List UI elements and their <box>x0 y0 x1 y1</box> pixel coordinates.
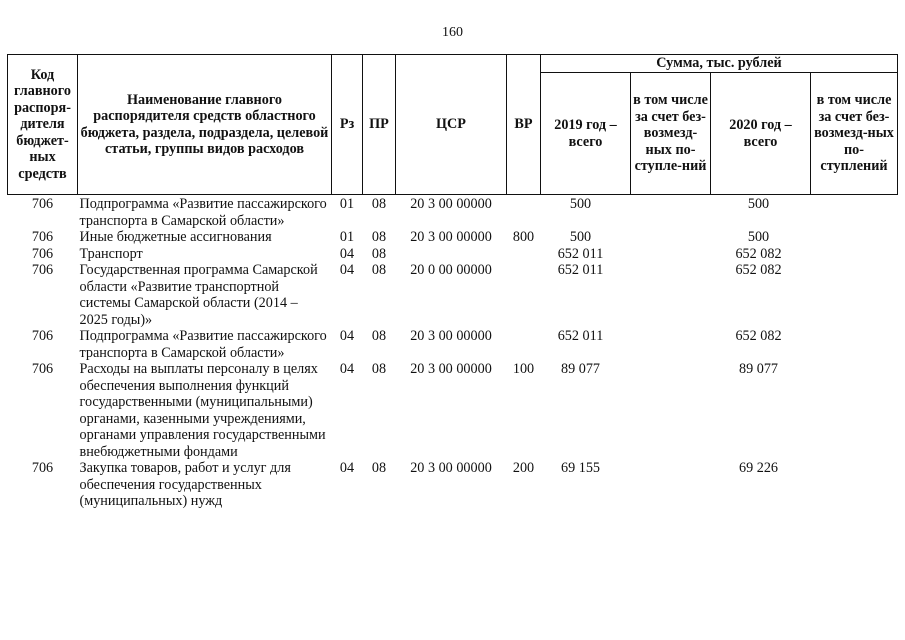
cell-2020-total: 500 <box>747 196 770 212</box>
cell-csr: 20 3 00 00000 <box>410 229 492 245</box>
cell-pr: 08 <box>371 196 387 212</box>
cell-2020-free <box>811 460 898 510</box>
cell-vr <box>507 246 541 263</box>
header-2019-total: 2019 год – всего <box>541 73 631 195</box>
cell-rz: 04 <box>339 245 355 262</box>
cell-name: Государственная программа Самарской области «Развитие транспортной системы Самарской области (2014 – 2025 годы)» <box>79 262 318 328</box>
cell-rz: 04 <box>339 361 355 377</box>
cell-rz: 01 <box>339 229 355 245</box>
cell-2019-total: 500 <box>569 229 592 245</box>
cell-vr: 200 <box>512 460 535 476</box>
cell-2020-free <box>811 328 898 361</box>
cell-2020-total: 652 082 <box>735 262 782 278</box>
cell-2019-free <box>631 195 711 230</box>
table-row <box>8 246 898 263</box>
cell-rz: 04 <box>339 328 355 344</box>
cell-name: Закупка товаров, работ и услуг для обеспечения государственных (муниципальных) нужд <box>79 460 291 509</box>
cell-2020-free <box>811 361 898 460</box>
budget-table <box>7 54 898 510</box>
cell-2020-free <box>811 229 898 246</box>
cell-2019-total: 69 155 <box>560 460 600 476</box>
cell-name: Подпрограмма «Развитие пассажирского транспорта в Самарской области» <box>79 328 327 361</box>
cell-rz: 04 <box>339 262 355 278</box>
table-row <box>8 460 898 510</box>
cell-code: 706 <box>31 229 54 245</box>
cell-pr: 08 <box>371 460 387 476</box>
cell-csr: 20 3 00 00000 <box>410 328 492 344</box>
cell-2019-total: 652 011 <box>557 328 604 344</box>
table-row <box>8 361 898 460</box>
cell-2019-free <box>631 460 711 510</box>
cell-2020-total: 89 077 <box>738 361 778 377</box>
cell-2020-free <box>811 246 898 263</box>
cell-name: Подпрограмма «Развитие пассажирского транспорта в Самарской области» <box>79 196 327 229</box>
header-rz: Рз <box>332 55 363 195</box>
cell-vr: 800 <box>512 229 535 245</box>
header-pr: ПР <box>363 55 396 195</box>
cell-pr: 08 <box>371 328 387 344</box>
cell-pr: 08 <box>371 229 387 245</box>
table-row <box>8 229 898 246</box>
cell-csr: 20 3 00 00000 <box>410 196 492 212</box>
cell-2019-free <box>631 229 711 246</box>
cell-code: 706 <box>31 245 54 262</box>
table-row <box>8 262 898 328</box>
cell-csr: 20 3 00 00000 <box>410 460 492 476</box>
cell-code: 706 <box>31 328 54 344</box>
header-name: Наименование главного распорядителя средств областного бюджета, раздела, подраздела, целевой статьи, группы видов расходов <box>78 55 332 195</box>
cell-code: 706 <box>31 361 54 377</box>
cell-vr <box>507 195 541 230</box>
cell-name: Расходы на выплаты персоналу в целях обеспечения выполнения функций государственными (муниципальными) органами, казенными учреждениями, органами управления государственными внебюджетными фондами <box>79 361 326 460</box>
cell-vr: 100 <box>512 361 535 377</box>
header-2020-free: в том числе за счет без-возмезд-ных по-ступлений <box>811 73 898 195</box>
cell-csr: 20 0 00 00000 <box>410 262 492 278</box>
cell-2019-total: 500 <box>569 196 592 212</box>
cell-2020-free <box>811 195 898 230</box>
header-2020-total: 2020 год – всего <box>711 73 811 195</box>
cell-2020-free <box>811 262 898 328</box>
cell-2019-total: 652 011 <box>557 245 604 262</box>
cell-csr <box>396 246 507 263</box>
cell-2020-total: 652 082 <box>735 245 782 262</box>
cell-2019-total: 89 077 <box>560 361 600 377</box>
table-row <box>8 328 898 361</box>
cell-2019-free <box>631 262 711 328</box>
cell-csr: 20 3 00 00000 <box>410 361 492 377</box>
cell-rz: 04 <box>339 460 355 476</box>
cell-name: Иные бюджетные ассигнования <box>79 229 272 245</box>
cell-2020-total: 652 082 <box>735 328 782 344</box>
cell-code: 706 <box>31 262 54 278</box>
cell-2019-total: 652 011 <box>557 262 604 278</box>
cell-vr <box>507 328 541 361</box>
cell-name: Транспорт <box>79 245 143 262</box>
page-number: 160 <box>442 25 463 40</box>
header-csr: ЦСР <box>396 55 507 195</box>
cell-2019-free <box>631 328 711 361</box>
header-2019-free: в том числе за счет без-возмезд-ных по-ступле-ний <box>631 73 711 195</box>
cell-pr: 08 <box>371 245 387 262</box>
cell-2020-total: 500 <box>747 229 770 245</box>
cell-2020-total: 69 226 <box>738 460 778 476</box>
header-code: Код главного распоря-дителя бюджет-ных средств <box>8 55 78 195</box>
cell-code: 706 <box>31 196 54 212</box>
cell-code: 706 <box>31 460 54 476</box>
cell-pr: 08 <box>371 262 387 278</box>
cell-2019-free <box>631 361 711 460</box>
cell-pr: 08 <box>371 361 387 377</box>
cell-2019-free <box>631 246 711 263</box>
header-vr: ВР <box>507 55 541 195</box>
header-sum-group: Сумма, тыс. рублей <box>541 55 898 73</box>
cell-rz: 01 <box>339 196 355 212</box>
table-row <box>8 195 898 230</box>
cell-vr <box>507 262 541 328</box>
